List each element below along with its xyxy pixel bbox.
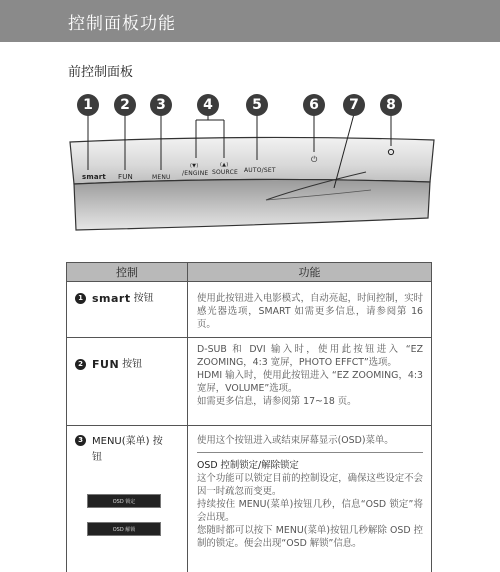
- key-label: 按钮: [133, 293, 154, 304]
- label-fun: FUN: [118, 173, 133, 181]
- control-cell-menu: [67, 426, 188, 572]
- function-cell-smart: [188, 282, 432, 338]
- fun-brand: FUN: [92, 358, 120, 371]
- header-function: 功能: [188, 263, 432, 282]
- page-title: 控制面板功能: [68, 14, 176, 34]
- label-menu: MENU: [152, 174, 171, 181]
- function-description-line: D-SUB 和 DVI 输入时，使用此按钮进入 “EZ ZOOMING，4:3 宽屏，PHOTO EFFCT”选项。: [197, 344, 423, 368]
- function-table: [66, 262, 432, 572]
- function-description: 使用这个按钮进入或结束屏幕显示(OSD)菜单。: [197, 435, 394, 446]
- table-row: [67, 426, 432, 572]
- front-panel-illustration: [66, 90, 438, 240]
- function-cell-menu: [188, 426, 432, 572]
- function-description: 使用此按钮进入电影模式，自动亮起，时间控制，实时感光器选项，SMART 如需更多信息，请参阅第 16 页。: [197, 293, 423, 330]
- callout-7: 7: [343, 94, 365, 116]
- function-description-line: HDMI 输入时，使用此按钮进入 “EZ ZOOMING，4:3 宽屏，VOLUME”选项。: [197, 370, 423, 394]
- row-number: 2: [75, 359, 86, 370]
- callout-2: 2: [114, 94, 136, 116]
- control-cell-fun: [67, 338, 188, 426]
- osd-unlock-box: OSD 解锁: [87, 522, 161, 536]
- function-description-line: 如需更多信息，请参阅第 17~18 页。: [197, 396, 357, 407]
- section-subtitle: 前控制面板: [68, 65, 134, 80]
- table-row: [67, 282, 432, 338]
- key-label: 按钮: [122, 359, 143, 370]
- power-icon: ⏻: [311, 155, 318, 164]
- table-row: [67, 338, 432, 426]
- label-source-arrow: (▲): [220, 162, 229, 168]
- label-smart: smart: [82, 173, 106, 181]
- function-cell-fun: [188, 338, 432, 426]
- callout-8: 8: [380, 94, 402, 116]
- callout-5: 5: [246, 94, 268, 116]
- lock-title: OSD 控制锁定/解除锁定: [197, 460, 299, 471]
- row-number: 1: [75, 293, 86, 304]
- smart-brand: smart: [92, 292, 131, 305]
- header-bar: [0, 0, 500, 42]
- lock-description-line: 您随时都可以按下 MENU(菜单)按钮几秒解除 OSD 控制的锁定。便会出现“OSD 解锁”信息。: [197, 525, 423, 549]
- label-source: SOURCE: [212, 169, 238, 176]
- osd-lock-box: OSD 锁定: [87, 494, 161, 508]
- callout-4: 4: [197, 94, 219, 116]
- row-number: 3: [75, 435, 86, 446]
- label-auto-set: AUTO/SET: [244, 167, 276, 174]
- callout-6: 6: [303, 94, 325, 116]
- label-engine-arrow: (▼): [190, 163, 199, 169]
- header-control: 控制: [67, 263, 188, 282]
- callout-3: 3: [150, 94, 172, 116]
- lock-description-line: 持续按住 MENU(菜单)按钮几秒，信息“OSD 锁定”将会出现。: [197, 499, 423, 523]
- lock-description-line: 这个功能可以锁定目前的控制设定，确保这些设定不会因一时疏忽而变更。: [197, 473, 423, 497]
- table-header-row: [67, 263, 432, 282]
- menu-key-label: MENU(菜单) 按钮: [92, 436, 163, 463]
- control-cell-smart: [67, 282, 188, 338]
- label-engine: /ENGINE: [182, 170, 209, 177]
- callout-1: 1: [77, 94, 99, 116]
- divider: [197, 452, 423, 453]
